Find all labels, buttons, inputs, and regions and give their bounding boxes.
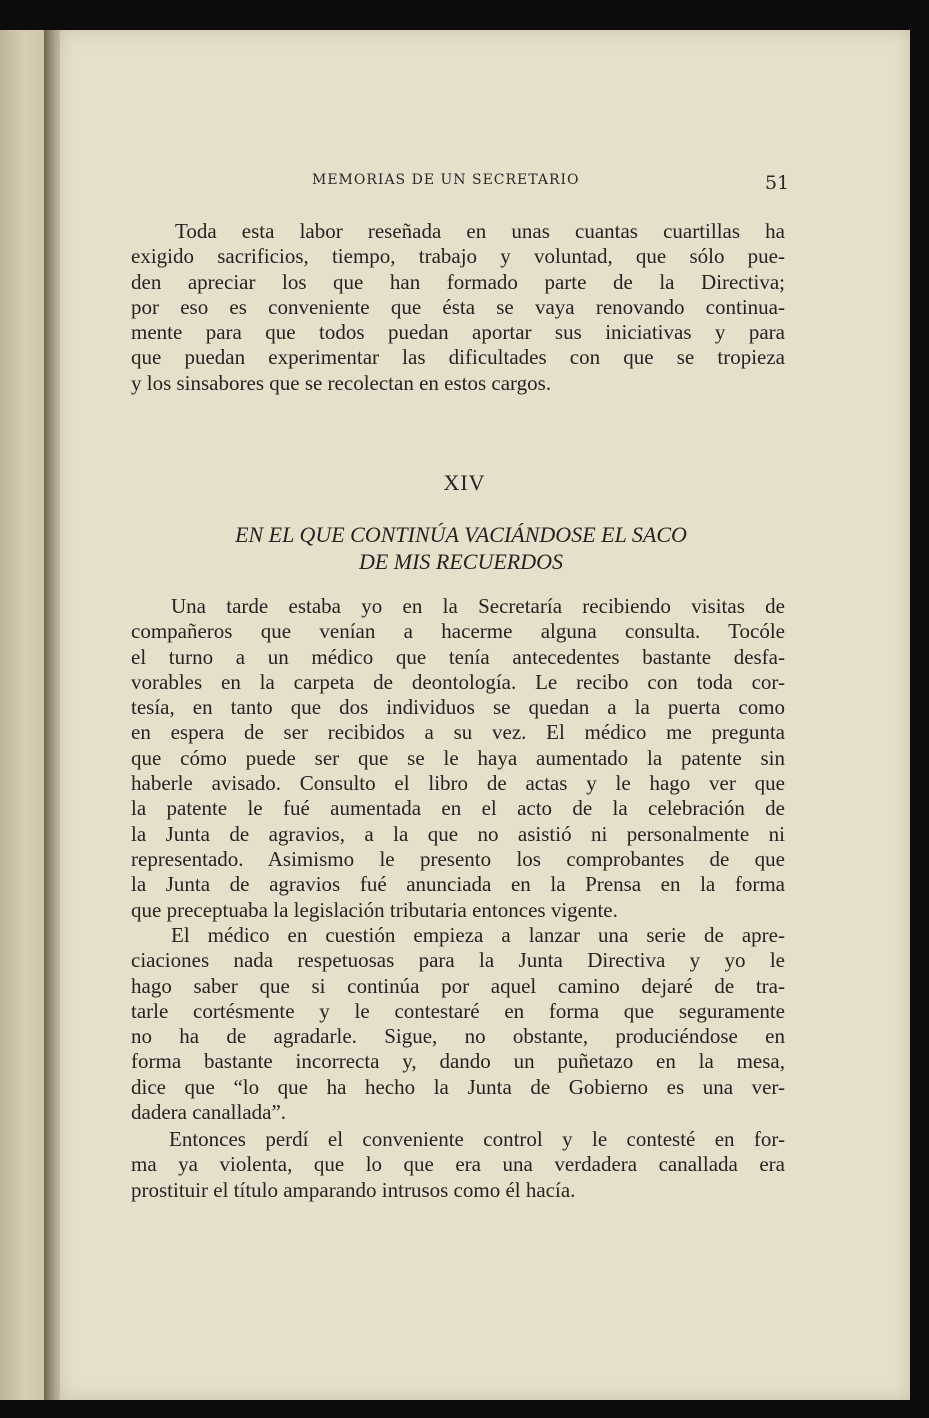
paragraph-intro [131,219,785,396]
text-line: en espera de ser recibidos a su vez. El médico me pregunta [131,720,785,745]
chapter-title-line: EN EL QUE CONTINÚA VACIÁNDOSE EL SACO [235,522,687,547]
page-number: 51 [765,172,790,194]
chapter-title [131,521,791,575]
text-line: la patente le fué aumentada en el acto de la celebración de [131,796,785,821]
text-line: la Junta de agravios, a la que no asistió ni personalmente ni [131,821,785,846]
text-line: Toda esta labor reseñada en unas cuantas cuartillas ha [175,219,785,243]
text-line: que preceptuaba la legislación tributaria entonces vigente. [131,897,618,922]
paragraph-1 [131,594,785,923]
text-line: compañeros que venían a hacerme alguna consulta. Tocóle [131,619,785,644]
text-line: prostituir el título amparando intrusos como él hacía. [131,1177,576,1202]
running-header-title: MEMORIAS DE UN SECRETARIO [312,172,580,188]
text-line: tesía, en tanto que dos individuos se quedan a la puerta como [131,695,785,720]
text-line: vorables en la carpeta de deontología. Le recibo con toda cor- [131,669,785,694]
text-line: ma ya violenta, que lo que era una verdadera canallada era [131,1152,785,1177]
chapter-number: XIV [443,470,486,495]
text-line: dice que “lo que ha hecho la Junta de Gobierno es una ver- [131,1074,785,1099]
previous-page-edge [0,30,44,1400]
paragraph-2 [131,923,785,1125]
text-line: dadera canallada”. [131,1100,287,1125]
text-line: representado. Asimismo le presento los comprobantes de que [131,846,785,871]
text-line: hago saber que si continúa por aquel camino dejaré de tra- [131,973,785,998]
chapter-title-line: DE MIS RECUERDOS [358,549,564,574]
text-line: mente para que todos puedan aportar sus iniciativas y para [131,320,785,345]
paragraph-3 [131,1127,785,1203]
text-line: haberle avisado. Consulto el libro de actas y le hago ver que [131,771,785,796]
text-line: ciaciones nada respetuosas para la Junta Directiva y yo le [131,948,785,973]
text-line: el turno a un médico que tenía antecedentes bastante desfa- [131,644,785,669]
text-line: la Junta de agravios fué anunciada en la Prensa en la forma [131,872,785,897]
text-line: El médico en cuestión empieza a lanzar una serie de apre- [171,923,785,947]
text-line: y los sinsabores que se recolectan en estos cargos. [131,370,552,395]
text-line: Entonces perdí el conveniente control y le contesté en for- [169,1127,785,1151]
text-line: no ha de agradarle. Sigue, no obstante, produciéndose en [131,1024,785,1049]
text-line: tarle cortésmente y le contestaré en forma que seguramente [131,998,785,1023]
text-line: exigido sacrificios, tiempo, trabajo y voluntad, que sólo pue- [131,244,785,269]
text-line: Una tarde estaba yo en la Secretaría recibiendo visitas de [171,594,785,618]
text-line: que puedan experimentar las dificultades con que se tropieza [131,345,785,370]
text-line: por eso es conveniente que ésta se vaya renovando continua- [131,294,785,319]
text-line: forma bastante incorrecta y, dando un puñetazo en la mesa, [131,1049,785,1074]
text-line: que cómo puede ser que se le haya aumentado la patente sin [131,745,785,770]
text-line: den apreciar los que han formado parte de la Directiva; [131,269,785,294]
running-header [0,170,929,194]
